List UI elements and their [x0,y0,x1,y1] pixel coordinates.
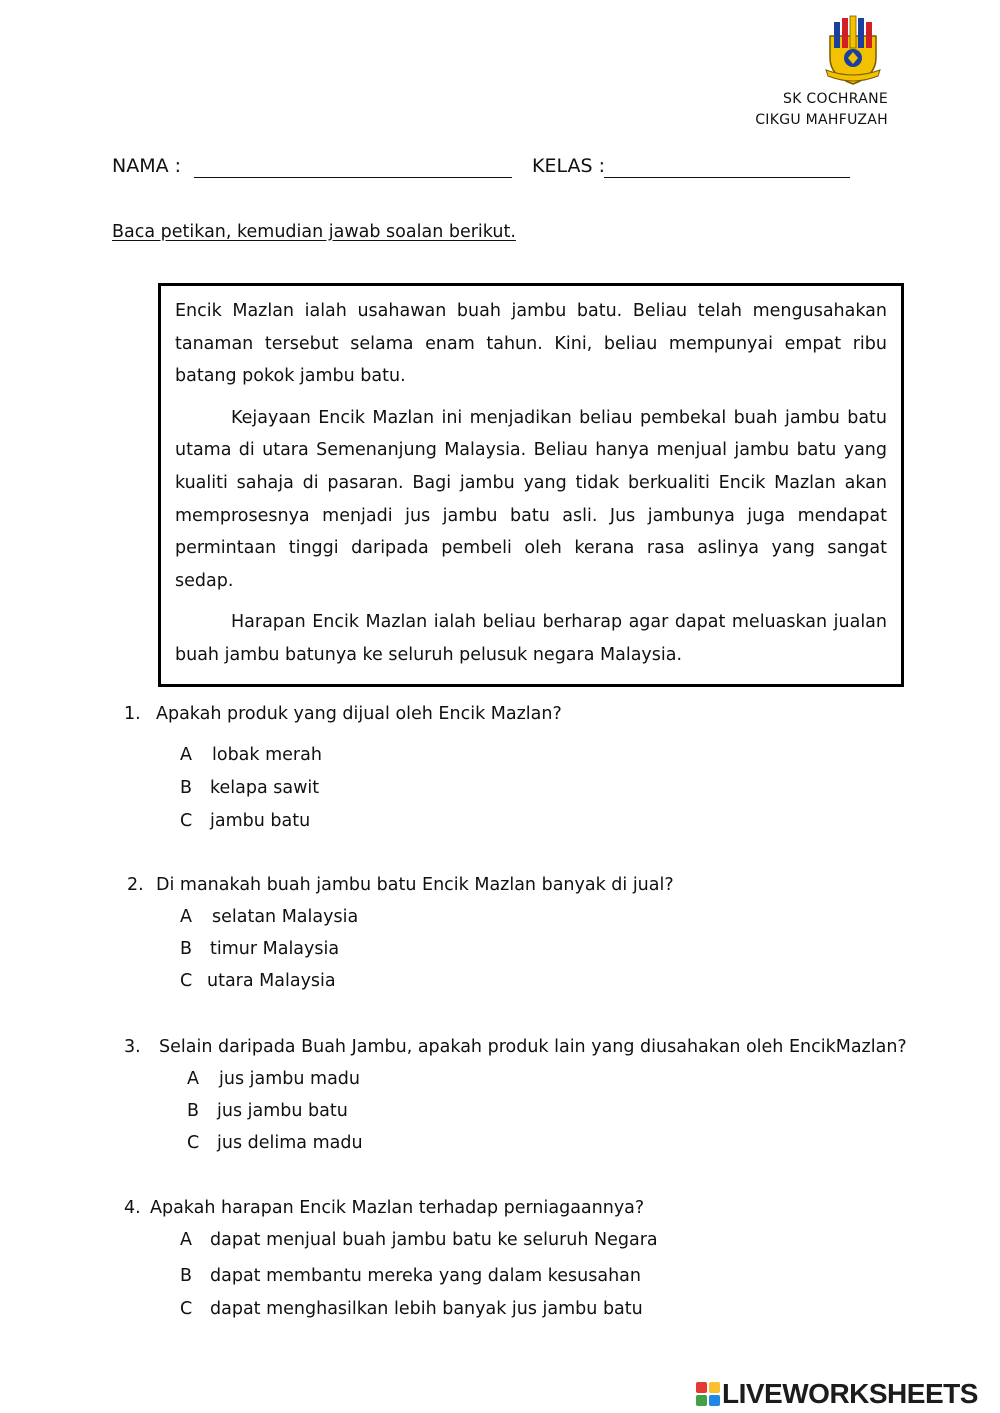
option-letter: C [187,1133,200,1153]
option-letter: C [180,971,193,991]
question-text: Apakah produk yang dijual oleh Encik Mazlan? [156,704,562,724]
question-number: 3. [124,1037,141,1057]
option-text: jambu batu [210,811,311,831]
option-text: jus delima madu [217,1133,363,1153]
option-text: jus jambu madu [219,1069,360,1089]
name-label: NAMA : [112,155,182,177]
option-letter: C [180,1299,193,1319]
option-letter: A [187,1069,199,1089]
question-number: 4. [124,1198,141,1218]
question-text: Apakah harapan Encik Mazlan terhadap perniagaannya? [150,1198,645,1218]
liveworksheets-logo-icon [696,1382,720,1406]
instruction-text: Baca petikan, kemudian jawab soalan berikut. [112,222,516,242]
option-text: selatan Malaysia [212,907,359,927]
option-letter: A [180,907,192,927]
option-text: jus jambu batu [217,1101,348,1121]
option-text: kelapa sawit [210,778,320,798]
option-text: timur Malaysia [210,939,340,959]
option-letter: B [180,778,193,798]
liveworksheets-brand: LIVEWORKSHEETS [722,1378,978,1409]
school-info [755,89,888,131]
option-letter: A [180,1230,192,1250]
option-text: dapat membantu mereka yang dalam kesusahan [210,1266,641,1286]
class-label: KELAS : [532,155,605,177]
name-field[interactable] [194,177,512,178]
school-name: SK COCHRANE [783,91,888,107]
school-crest-icon [820,14,886,86]
option-letter: A [180,745,192,765]
question-text: Selain daripada Buah Jambu, apakah produk lain yang diusahakan oleh EncikMazlan? [159,1037,907,1057]
reading-passage [158,283,904,687]
question-text: Di manakah buah jambu batu Encik Mazlan banyak di jual? [156,875,674,895]
option-text: utara Malaysia [207,971,336,991]
passage-paragraph-2: Kejayaan Encik Mazlan ini menjadikan beliau pembekal buah jambu batu utama di utara Semenanjung Malaysia. Beliau hanya menjual jambu batu yang kualiti sahaja di pasaran. Bagi jambu yang tidak berkualiti Encik Mazlan akan memprosesnya menjadi jus jambu batu asli. Jus jambunya juga mendapat permintaan tinggi daripada pembeli oleh kerana rasa aslinya yang sangat sedap. [175,407,887,591]
option-letter: C [180,811,193,831]
passage-paragraph-1: Encik Mazlan ialah usahawan buah jambu batu. Beliau telah mengusahakan tanaman tersebut selama enam tahun. Kini, beliau mempunyai empat ribu batang pokok jambu batu. [175,301,887,387]
question-number: 1. [124,704,141,724]
option-text: lobak merah [212,745,322,765]
teacher-name: CIKGU MAHFUZAH [755,112,888,128]
option-text: dapat menghasilkan lebih banyak jus jambu batu [210,1299,643,1319]
option-text: dapat menjual buah jambu batu ke seluruh Negara [210,1230,658,1250]
class-field[interactable] [604,177,850,178]
option-letter: B [187,1101,200,1121]
passage-paragraph-3: Harapan Encik Mazlan ialah beliau berharap agar dapat meluaskan jualan buah jambu batunya ke seluruh pelusuk negara Malaysia. [175,612,887,665]
question-number: 2. [127,875,144,895]
option-letter: B [180,939,193,959]
option-letter: B [180,1266,193,1286]
